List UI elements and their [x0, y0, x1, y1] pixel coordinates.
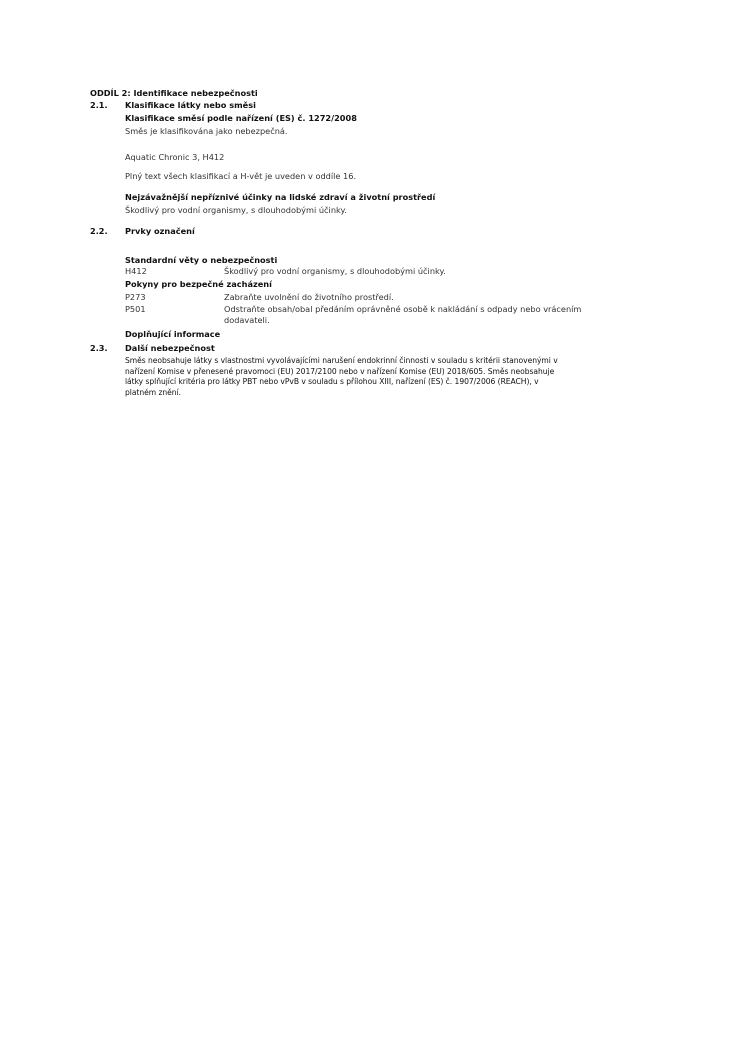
hazard-text: Škodlivý pro vodní organismy, s dlouhodobými účinky.: [224, 266, 446, 276]
section-2-2-number: 2.2.: [90, 226, 108, 236]
section-2-3-number: 2.3.: [90, 343, 108, 353]
paragraph-line: Směs neobsahuje látky s vlastnostmi vyvolávajícími narušení endokrinní činnosti v souladu s kritérii stanovenými v: [125, 356, 558, 365]
full-text-note: Plný text všech klasifikací a H-vět je uveden v oddíle 16.: [125, 171, 357, 181]
effects-heading: Nejzávažnější nepříznivé účinky na lidské zdraví a životní prostředí: [125, 192, 436, 202]
precautionary-heading: Pokyny pro bezpečné zacházení: [125, 279, 272, 289]
section-2-1-number: 2.1.: [90, 100, 108, 110]
other-hazards-paragraph: [125, 356, 651, 398]
precaution-text: Odstraňte obsah/obal předáním oprávněné osobě k nakládání s odpady nebo vrácením: [224, 304, 582, 314]
supplementary-info-heading: Doplňující informace: [125, 329, 221, 339]
precaution-code: P501: [125, 304, 146, 314]
hazard-statements-heading: Standardní věty o nebezpečnosti: [125, 255, 278, 265]
classification-value: Aquatic Chronic 3, H412: [125, 152, 225, 162]
precaution-text: Zabraňte uvolnění do životního prostředí.: [224, 292, 394, 302]
paragraph-line: látky splňující kritéria pro látky PBT nebo vPvB v souladu s přílohou XIII, nařízení (ES) č. 1907/2006 (REACH), v: [125, 377, 539, 386]
precaution-text-continued: dodavateli.: [224, 315, 270, 325]
paragraph-line: platném znění.: [125, 387, 181, 397]
paragraph-line: nařízení Komise v přenesené pravomoci (EU) 2017/2100 nebo v nařízení Komise (EU) 2018/605. Směs neobsahuje: [125, 366, 555, 376]
effects-text: Škodlivý pro vodní organismy, s dlouhodobými účinky.: [125, 205, 347, 215]
section-2-2-heading: Prvky označení: [125, 226, 195, 236]
classification-subheading: Klasifikace směsí podle nařízení (ES) č. 1272/2008: [125, 113, 357, 123]
precaution-code: P273: [125, 292, 146, 302]
section-2-3-heading: Další nebezpečnost: [125, 343, 215, 353]
hazard-code: H412: [125, 266, 147, 276]
classified-text: Směs je klasifikována jako nebezpečná.: [125, 126, 288, 136]
section-2-1-heading: Klasifikace látky nebo směsi: [125, 100, 256, 110]
section-title: ODDÍL 2: Identifikace nebezpečnosti: [90, 88, 258, 98]
